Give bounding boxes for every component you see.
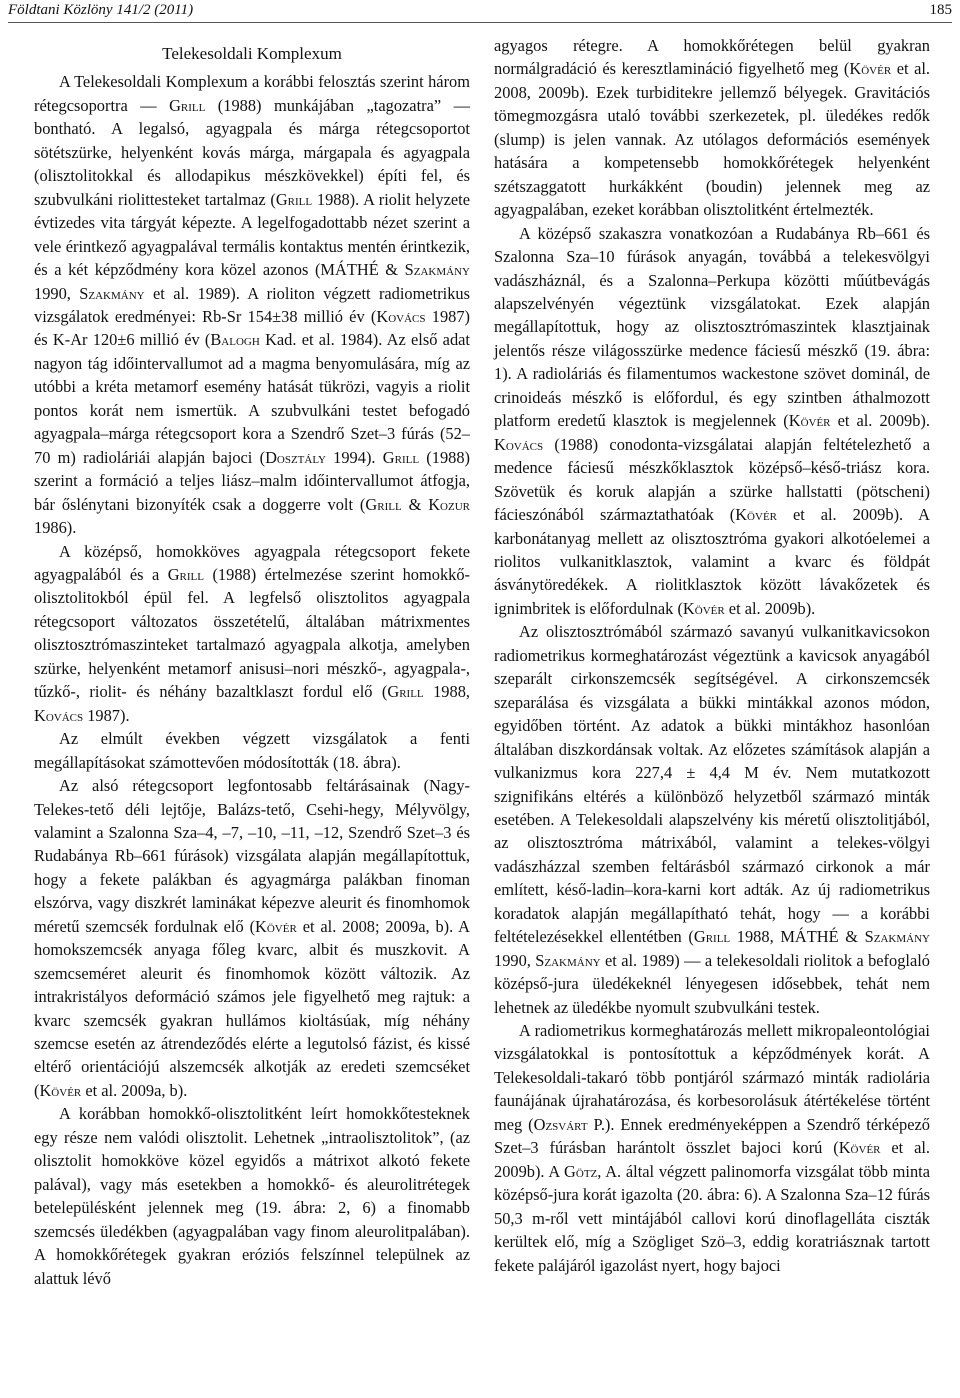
journal-title: Földtani Közlöny 141/2 (2011) bbox=[8, 2, 194, 18]
paragraph-continued: agyagos rétegre. A homokkőrétegen belül gyakran normálgradáció és keresztlamináció figyelhető meg (Kövér et al. 2008, 2009b). Ezek turbiditekre jellemző bélyegek. Gravitációs tömegmozgásra utaló további szerkezetek, pl. üledékes redők (slump) is jelen vannak. Az utólagos deformációs események hatására a kompetensebb homokkőrétegek helyenként szétszaggatott hurkákként (boudin) jelennek meg az agyagpalában, ezeket korábban olisztolitként értelmezték. bbox=[494, 36, 930, 220]
paragraph: A középső szakaszra vonatkozóan a Rudabánya Rb–661 és Szalonna Sza–10 fúrások anyagán, továbbá a telekesvölgyi vadászháznál, és a Szalonna–Perkupa közötti műútbevágás alapszelvényén végeztünk vizsgálatokat. Ezek alapján megállapítottuk, hogy az olisztosztrómaszintek klasztjainak jelentős része világosszürke medence fáciesű mészkő (19. ábra: 1). A radioláriás és filamentumos wackestone szövet dominál, de crinoideás mészkő is előfordul, és egy szintben áthalmozott platform eredetű klasztok is megjelennek (Kövér et al. 2009b). Kovács (1988) conodonta-vizsgálatai alapján feltételezhető a medence fáciesű mészkőklasztok középső–késő-triász kora. Szövetük és koruk alapján a szürke hallstatti (pötscheni) fácieszónából származtathatóak (Kövér et al. 2009b). A karbonátanyag mellett az olisztosztróma gyakori alkotóelemei a riolitos vulkanitklasztok, valamint a kvarc és földpát ásványtöredékek. A riolitklasztok között lávakőzetek és ignimbritek is előfordulnak (Kövér et al. 2009b). bbox=[494, 223, 930, 618]
paragraph: Az olisztosztrómából származó savanyú vulkanitkavicsokon radiometrikus kormeghatározást végeztünk a kavicsok anyagából szeparált cirkonszemcsék segítségével. A cirkonszemcsék szeparálása és vizsgálata a bükki mintákkal azonos módon, egyidőben történt. Az adatok a bükki mintákhoz hasonlóan általában diszkordánsak voltak. Az előzetes számítások alapján a vulkanizmus kora 227,4 ± 4,4 M év. Nem mutatkozott szignifikáns eltérés a különböző helyzetből származó minták esetében. A Telekesoldali alapszelvény kis méretű olisztolitjából, az olisztosztróma mátrixából, valamint a telekes-völgyi vadászházzal szemben feltárásból származó cirkonok a már említett, késő-ladin–kora-karni kort adták. Az új radiometrikus koradatok alapján megállapítható tehát, hogy — a korábbi feltételezésekkel ellentétben (Grill 1988, MÁTHÉ & Szakmány 1990, Szakmány et al. 1989) — a telekesoldali riolitok a befoglaló középső-jura üledékeknél lényegesen idősebbek, tehát nem lehetnek az üledékbe nyomult szubvulkáni testek. bbox=[494, 622, 930, 1017]
page-number: 185 bbox=[929, 2, 952, 18]
section-heading: Telekesoldali Komplexum bbox=[162, 44, 342, 63]
left-column bbox=[34, 34, 470, 1290]
paragraph: A Telekesoldali Komplexum a korábbi felosztás szerint három rétegcsoportra — Grill (1988) munkájában „tagozatra” — bontható. A legalsó, agyagpala és márga rétegcsoportot sötétszürke, helyenként kovás márga, márgapala és agyagpala (olisztolitokkal és allodapikus mészkövekkel) építi fel, és szubvulkáni riolittesteket tartalmaz (Grill 1988). A riolit helyzete évtizedes vita tárgyát képezte. A legelfogadottabb nézet szerint a vele érintkező agyagpalával termális kontaktus mentén érintkezik, és a két képződmény kora közel azonos (MÁTHÉ & Szakmány 1990, Szakmány et al. 1989). A rioliton végzett radiometrikus vizsgálatok eredményei: Rb-Sr 154±38 millió év (Kovács 1987) és K-Ar 120±6 millió év (Balogh Kad. et al. 1984). Az első adat nagyon tág időintervallumot ad a magma benyomulására, míg az utóbbi a kréta metamorf esemény hatását tükrözi, vagyis a riolit pontos korát nem ismertük. A szubvulkáni testet befogadó agyagpala–márga rétegcsoport kora a Szendrő Szet–3 fúrás (52–70 m) radioláriái alapján bajoci (Dosztály 1994). Grill (1988) szerint a formáció a teljes liász–malm időintervallumot átfogja, bár őslénytani bizonyíték csak a doggerre volt (Grill & Kozur 1986). bbox=[34, 72, 471, 538]
paragraph: Az alsó rétegcsoport legfontosabb feltárásainak (Nagy-Telekes-tető déli lejtője, Balázs-tető, Csehi-hegy, Mélyvölgy, valamint a Szalonna Sza–4, –7, –10, –11, –12, Szendrő Szet–3 és Rudabánya Rb–661 fúrások) vizsgálata alapján megállapítottuk, hogy a fekete palákban és agyagmárga palákban finoman elszórva, vagy diszkrét laminákat képezve aleurit és finomhomok méretű szemcsék fordulnak elő (Kövér et al. 2008; 2009a, b). A homokszemcsék anyaga főleg kvarc, albit és muszkovit. A szemcseméret aleurit és finomhomok között változik. Az intrakristályos deformáció számos jele figyelhető meg rajtuk: a kvarc szemcsék gyakran hullámos kioltásúak, míg néhány szemcse esetén az átrendeződés elérte a legutolsó fázist, és kissé eltérő orientációjú alszemcsék alkotják az eredeti szemcséket (Kövér et al. 2009a, b). bbox=[34, 776, 471, 1100]
paragraph: A középső, homokköves agyagpala rétegcsoport fekete agyagpalából és a Grill (1988) értelmezése szerint homokkő-olisztolitokból épül fel. A legfelső olisztolitos agyagpala rétegcsoport változatos összetételű, általában mátrixmentes olisztosztrómaszinteket tartalmazó agyagpala alkotja, amelyben szürke, helyenként metamorf anisusi–nori mészkő-, agyagpala-, tűzkő-, riolit- és néhány bazaltklaszt fordul elő (Grill 1988, Kovács 1987). bbox=[34, 541, 470, 725]
running-head bbox=[8, 2, 952, 23]
paragraph: Az elmúlt években végzett vizsgálatok a fenti megállapításokat számottevően módosították (18. ábra). bbox=[34, 729, 470, 772]
right-column bbox=[494, 34, 930, 1277]
paragraph: A radiometrikus kormeghatározás mellett mikropaleontológiai vizsgálatokkal is pontosítottuk a képződmények korát. A Telekesoldali-takaró több pontjáról származó minták radiolária faunájának újrahatározása, és korbesorolásuk átértékelése történt meg (Ozsvárt P.). Ennek eredményeképpen a Szendrő térképező Szet–3 fúrásban harántolt összlet bajoci korú (Kövér et al. 2009b). A Götz, A. által végzett palinomorfa vizsgálat több minta középső-jura korát igazolta (20. ábra: 6). A Szalonna Sza–12 fúrás 50,3 m-ről vett mintájából callovi korú dinoflagelláta ciszták kerültek elő, míg a Szögliget Szö–3, eddig koratriásznak tartott fekete palájáról igazolást nyert, hogy bajoci bbox=[494, 1021, 931, 1275]
paragraph: A korábban homokkő-olisztolitként leírt homokkőtesteknek egy része nem valódi olisztolit. Lehetnek „intraolisztolitok”, (az olisztolit homokköve közel egyidős a mátrixot alkotó fekete palával), vagy más esetekben a homokkő- és aleurolitrétegek betelepülésként jelennek meg (19. ábra: 2, 6) a finomabb szemcsés üledékben (agyagpalában vagy finom aleurolitpalában). A homokkőrétegek gyakran eróziós felszínnel települnek az alattuk lévő bbox=[34, 1104, 470, 1288]
